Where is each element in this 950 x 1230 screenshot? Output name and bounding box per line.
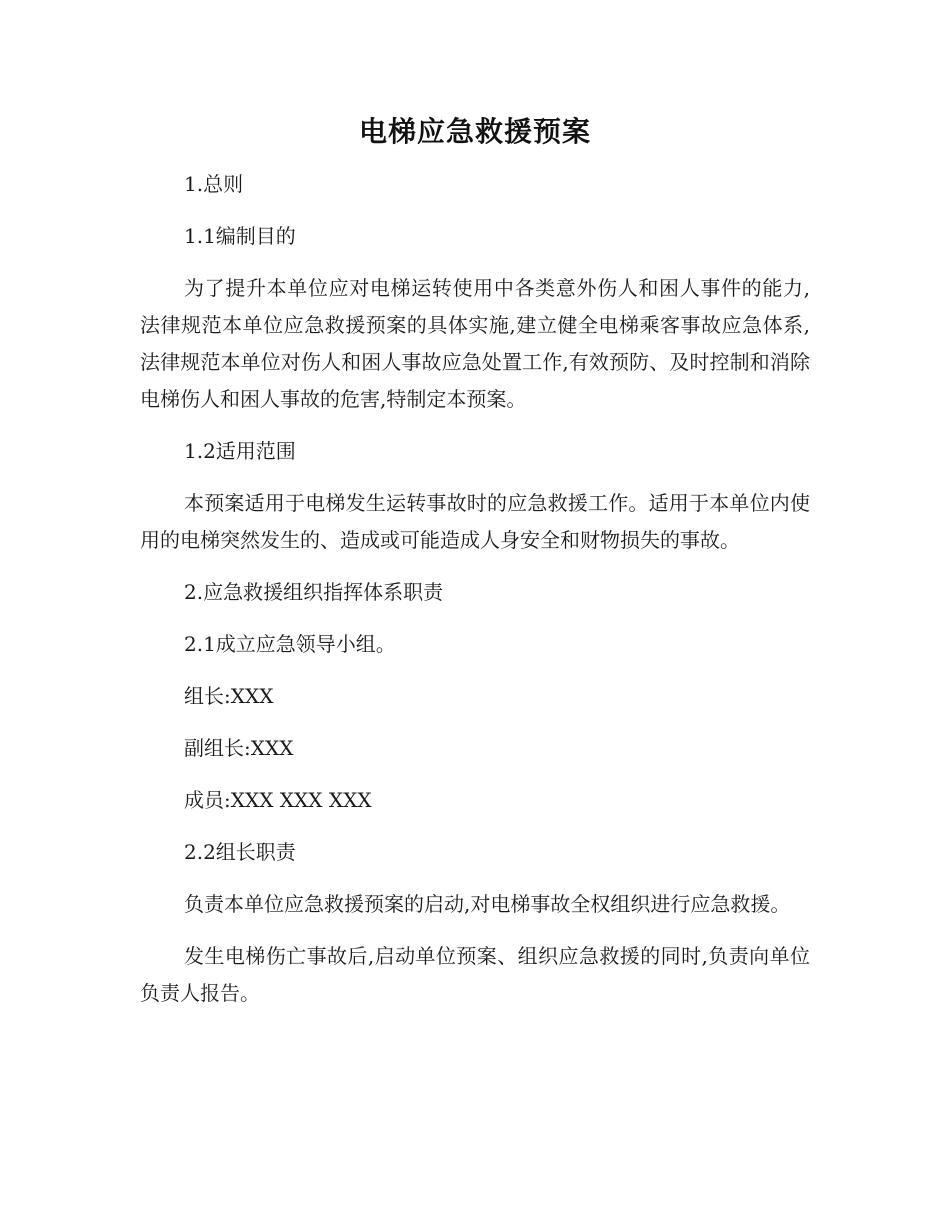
section-heading-leadership-group: 2.1成立应急领导小组。 <box>184 632 396 656</box>
section-heading-purpose: 1.1编制目的 <box>184 224 296 248</box>
paragraph-purpose: 为了提升本单位应对电梯运转使用中各类意外伤人和困人事件的能力,法律规范本单位应急救援预案的具体实施,建立健全电梯乘客事故应急体系,法律规范本单位对伤人和困人事故应急处置工作,有效预防、及时控制和消除电梯伤人和困人事故的危害,特制定本预案。 <box>140 276 810 411</box>
section-heading-organization: 2.应急救援组织指挥体系职责 <box>184 580 444 604</box>
paragraph-scope: 本预案适用于电梯发生运转事故时的应急救援工作。适用于本单位内使用的电梯突然发生的、造成或可能造成人身安全和财物损失的事故。 <box>140 491 810 552</box>
members-line: 成员:XXX XXX XXX <box>184 788 372 812</box>
deputy-leader-line: 副组长:XXX <box>184 736 294 760</box>
section-heading-leader-duties: 2.2组长职责 <box>184 840 296 864</box>
paragraph-leader-duty-1: 负责本单位应急救援预案的启动,对电梯事故全权组织进行应急救援。 <box>184 892 791 916</box>
document-title: 电梯应急救援预案 <box>358 115 591 148</box>
group-leader-line: 组长:XXX <box>184 684 274 708</box>
paragraph-leader-duty-2: 发生电梯伤亡事故后,启动单位预案、组织应急救援的同时,负责向单位负责人报告。 <box>140 944 810 1005</box>
document-body <box>140 166 810 1027</box>
section-heading-general: 1.总则 <box>184 172 244 196</box>
section-heading-scope: 1.2适用范围 <box>184 439 296 463</box>
